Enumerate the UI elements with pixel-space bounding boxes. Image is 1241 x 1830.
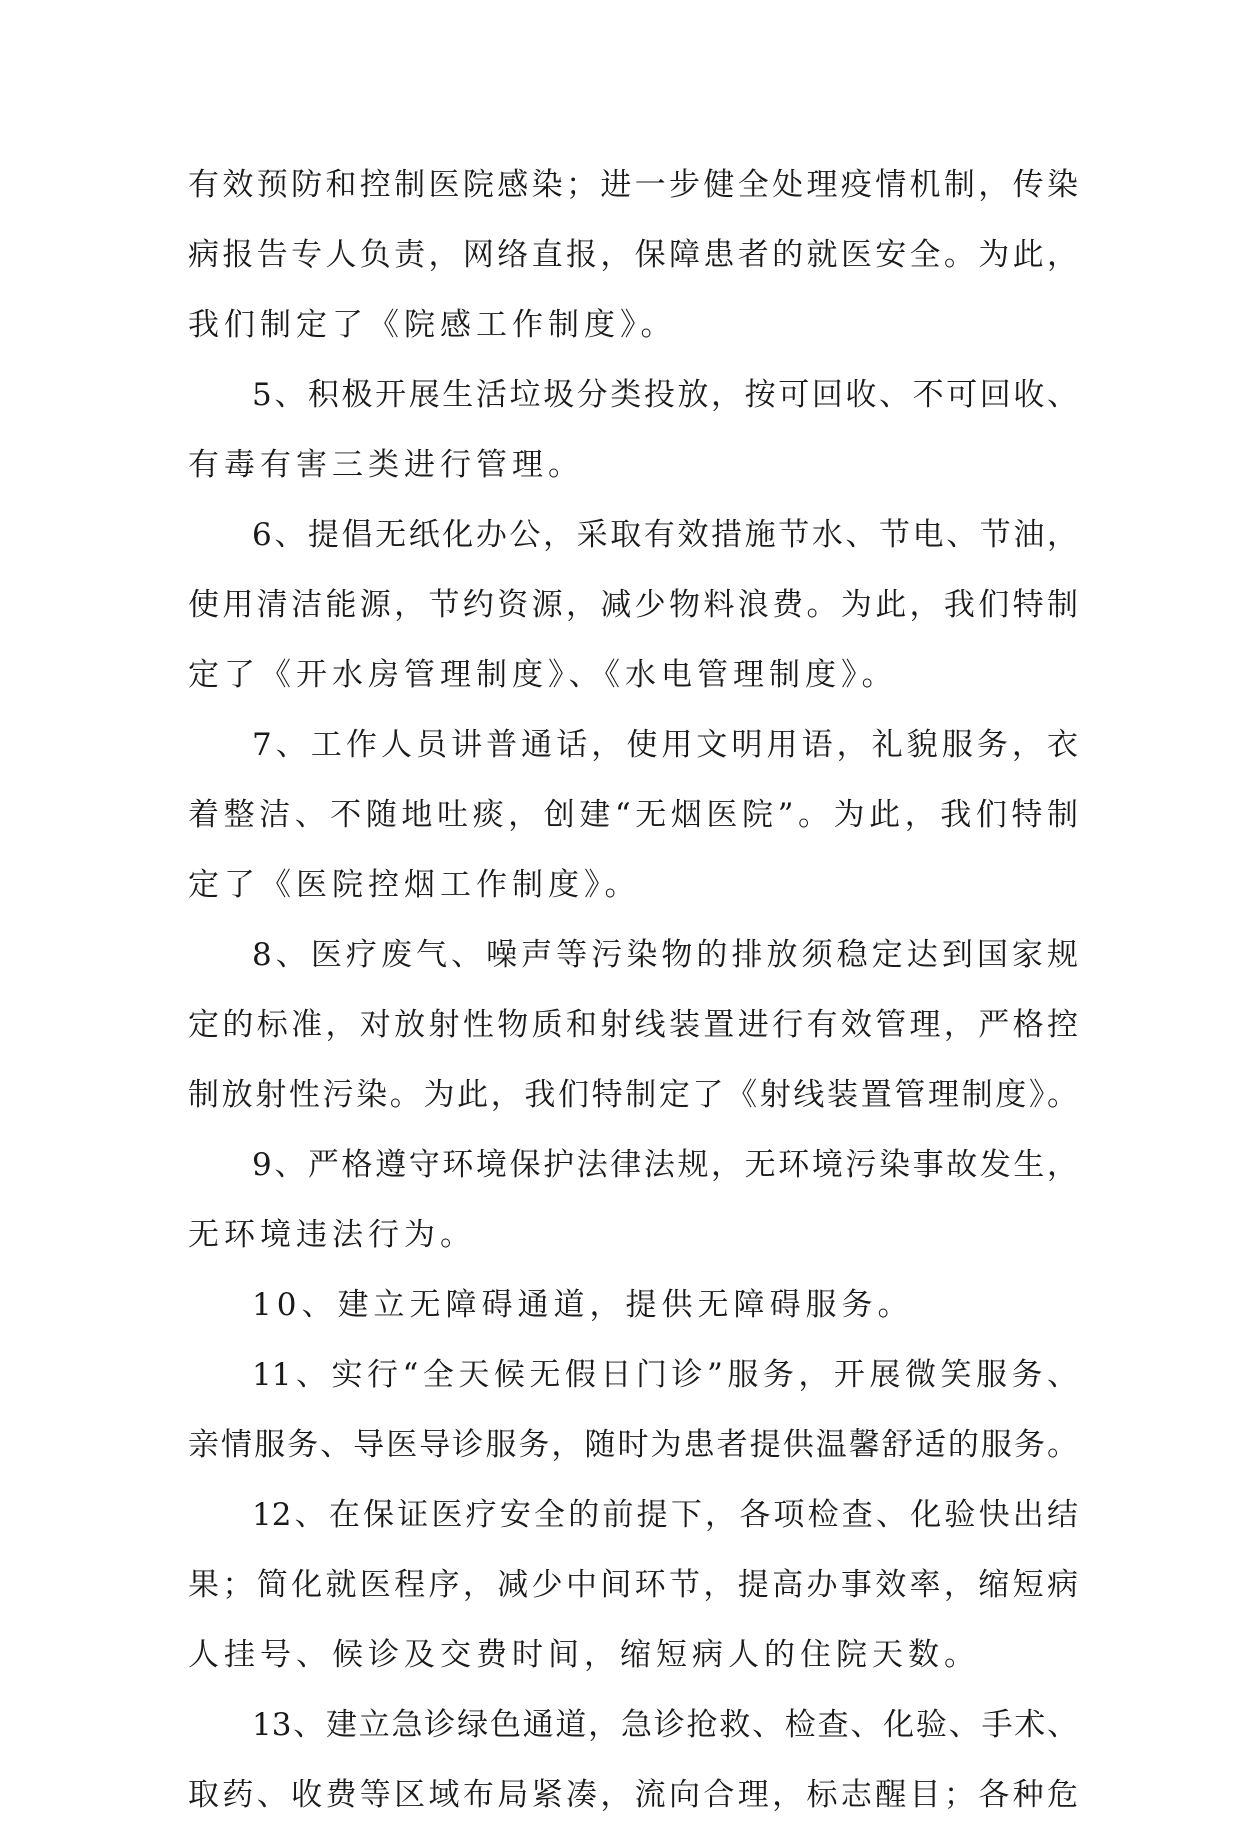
text-line: 11、实行“全天候无假日门诊”服务，开展微笑服务、	[252, 1357, 1078, 1393]
text-line: 8、医疗废气、噪声等污染物的排放须稳定达到国家规	[252, 937, 1078, 973]
text-line: 9、严格遵守环境保护法律法规，无环境污染事故发生，	[252, 1147, 1078, 1183]
body-text	[188, 150, 1078, 1830]
text-line: 制放射性污染。为此，我们特制定了《射线装置管理制度》。	[188, 1077, 1078, 1113]
text-line: 有毒有害三类进行管理。	[188, 447, 584, 483]
text-line: 亲情服务、导医导诊服务，随时为患者提供温馨舒适的服务。	[188, 1427, 1078, 1463]
text-line: 6、提倡无纸化办公，采取有效措施节水、节电、节油，	[252, 517, 1078, 553]
text-line: 10、建立无障碍通道，提供无障碍服务。	[252, 1287, 914, 1323]
text-line: 我们制定了《院感工作制度》。	[188, 307, 677, 343]
text-line: 12、在保证医疗安全的前提下，各项检查、化验快出结	[252, 1497, 1078, 1533]
text-line: 病报告专人负责，网络直报，保障患者的就医安全。为此，	[188, 237, 1078, 273]
text-line: 果；简化就医程序，减少中间环节，提高办事效率，缩短病	[188, 1567, 1078, 1603]
text-line: 13、建立急诊绿色通道，急诊抢救、检查、化验、手术、	[252, 1707, 1078, 1743]
text-line: 7、工作人员讲普通话，使用文明用语，礼貌服务，衣	[252, 727, 1078, 763]
text-line: 有效预防和控制医院感染；进一步健全处理疫情机制，传染	[188, 167, 1078, 203]
text-line: 定了《开水房管理制度》、《水电管理制度》。	[188, 657, 898, 693]
text-line: 定了《医院控烟工作制度》。	[188, 867, 641, 903]
text-line: 取药、收费等区域布局紧凑，流向合理，标志醒目；各种危	[188, 1777, 1078, 1813]
text-line: 着整洁、不随地吐痰，创建“无烟医院”。为此，我们特制	[188, 797, 1078, 833]
text-line: 人挂号、候诊及交费时间，缩短病人的住院天数。	[188, 1637, 980, 1673]
text-line: 无环境违法行为。	[188, 1217, 476, 1253]
text-line: 5、积极开展生活垃圾分类投放，按可回收、不可回收、	[252, 377, 1078, 413]
text-line: 定的标准，对放射性物质和射线装置进行有效管理，严格控	[188, 1007, 1078, 1043]
text-line: 使用清洁能源，节约资源，减少物料浪费。为此，我们特制	[188, 587, 1078, 623]
